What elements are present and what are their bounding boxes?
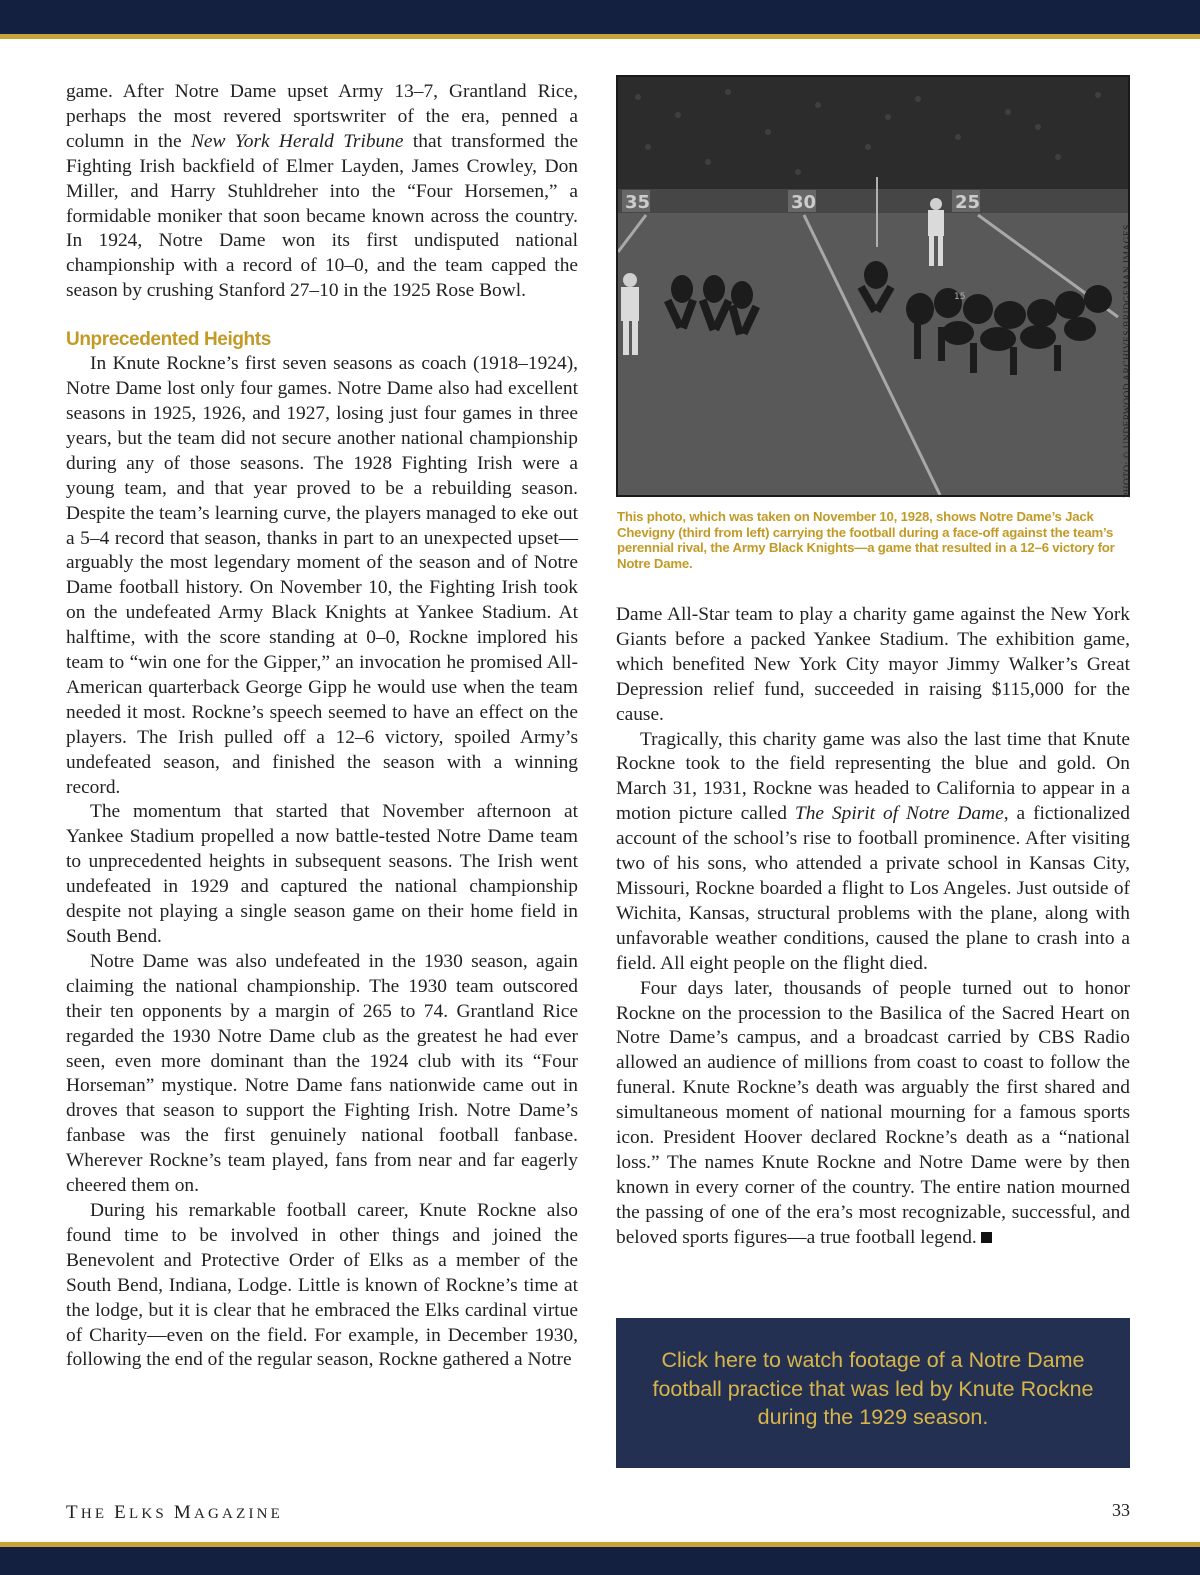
bottom-band: [0, 1542, 1200, 1575]
yard-30: 30: [791, 192, 817, 213]
football-photo: [616, 75, 1130, 497]
section-heading: Unprecedented Heights: [66, 329, 271, 351]
paragraph: The momentum that started that November afternoon at Yankee Stadium propelled a now battle-tested Notre Dame team to unprecedented heights in subsequent seasons. The Irish went undefeated in 1929 and captured the national championship despite not playing a single season game on their home field in South Bend.: [66, 801, 578, 947]
yard-35: 35: [625, 192, 651, 213]
jersey-number: 15: [954, 292, 966, 302]
paragraph: Dame All-Star team to play a charity game against the New York Giants before a packed Yankee Stadium. The exhibition game, which benefited New York City mayor Jimmy Walker’s Great Depression relief fund, succeeded in raising $115,000 for the cause.: [616, 604, 1130, 725]
end-mark-icon: [981, 1232, 992, 1243]
right-column: [616, 603, 1130, 1251]
watch-footage-link[interactable]: Click here to watch footage of a Notre Dame football practice that was led by Knute Rockne during the 1929 season.: [616, 1318, 1130, 1468]
paragraph: In Knute Rockne’s first seven seasons as coach (1918–1924), Notre Dame lost only four games. Notre Dame also had excellent seasons in 1925, 1926, and 1927, losing just four games in three years, but the team did not secure another national championship during any of those seasons. The 1928 Fighting Irish were a young team, and that year proved to be a rebuilding season. Despite the team’s learning curve, the players managed to eke out a 5–4 record that season, thanks in part to an unexpected upset—arguably the most legendary moment of the season and of Notre Dame football history. On November 10, the Fighting Irish took on the undefeated Army Black Knights at Yankee Stadium. At halftime, with the score standing at 0–0, Rockne implored his team to “win one for the Gipper,” an invocation he promised All-American quarterback George Gipp he would use when the team needed it most. Rockne’s speech seemed to have an effect on the players. The Irish pulled off a 12–6 victory, spoiled Army’s undefeated season, and finished the season with a winning record.: [66, 353, 578, 798]
page-number: 33: [1112, 1500, 1130, 1520]
left-column: [66, 80, 578, 1373]
top-band: [0, 0, 1200, 39]
paragraph: Four days later, thousands of people turned out to honor Rockne on the procession to the Basilica of the Sacred Heart on Notre Dame’s campus, and a broadcast carried by CBS Radio allowed an audience of millions from coast to coast to follow the funeral. Knute Rockne’s death was arguably the first shared and simultaneous moment of national mourning for a famous sports icon. President Hoover declared Rockne’s death as a “national loss.” The names Knute Rockne and Notre Dame were by then known in every corner of the country. The entire nation mourned the passing of one of the era’s most recognizable, successful, and beloved sports figures—a true football legend.: [616, 977, 1130, 1248]
paragraph: During his remarkable football career, Knute Rockne also found time to be involved in other things and joined the Benevolent and Protective Order of Elks as a member of the South Bend, Indiana, Lodge. Little is known of Rockne’s time at the lodge, but it is clear that he embraced the Elks cardinal virtue of Charity—even on the field. For example, in December 1930, following the end of the regular season, Rockne gathered a Notre: [66, 1199, 578, 1371]
paragraph: game. After Notre Dame upset Army 13–7, Grantland Rice, perhaps the most revered sportswriter of the era, penned a column in the New York Herald Tribune that transformed the Fighting Irish backfield of Elmer Layden, James Crowley, Don Miller, and Harry Stuhldreher into the “Four Horsemen,” a formidable moniker that soon became known across the country. In 1924, Notre Dame won its first undisputed national championship with a record of 10–0, and the team capped the season by crushing Stanford 27–10 in the 1925 Rose Bowl.: [66, 81, 578, 302]
magazine-title: THE ELKS MAGAZINE: [66, 1502, 284, 1523]
paragraph: Tragically, this charity game was also the last time that Knute Rockne took to the field representing the blue and gold. On March 31, 1931, Rockne was headed to California to appear in a motion picture called The Spirit of Notre Dame, a fictionalized account of the school’s rise to football prominence. After visiting two of his sons, who attended a private school in Kansas City, Missouri, Rockne boarded a flight to Los Angeles. Just outside of Wichita, Kansas, structural problems with the plane, along with unfavorable weather conditions, caused the plane to crash into a field. All eight people on the flight died.: [616, 728, 1130, 974]
photo-caption: This photo, which was taken on November 10, 1928, shows Notre Dame’s Jack Chevigny (third from left) carrying the football during a face-off against the team’s perennial rival, the Army Black Knights—a game that resulted in a 12–6 victory for Notre Dame.: [617, 509, 1115, 572]
photo-credit: PHOTO: © UNDERWOOD ARCHIVES/BRIDGEMAN IMAGES: [1123, 224, 1133, 498]
yard-25: 25: [955, 192, 981, 213]
paragraph: Notre Dame was also undefeated in the 1930 season, again claiming the national championship. The 1930 team outscored their ten opponents by a margin of 265 to 74. Grantland Rice regarded the 1930 Notre Dame club as the greatest he had ever seen, even more dominant than the 1924 club with its “Four Horseman” mystique. Notre Dame fans nationwide came out in droves that season to support the Fighting Irish. Notre Dame’s fanbase was the first genuinely national football fanbase. Wherever Rockne’s team played, fans from near and far eagerly cheered them on.: [66, 950, 578, 1197]
